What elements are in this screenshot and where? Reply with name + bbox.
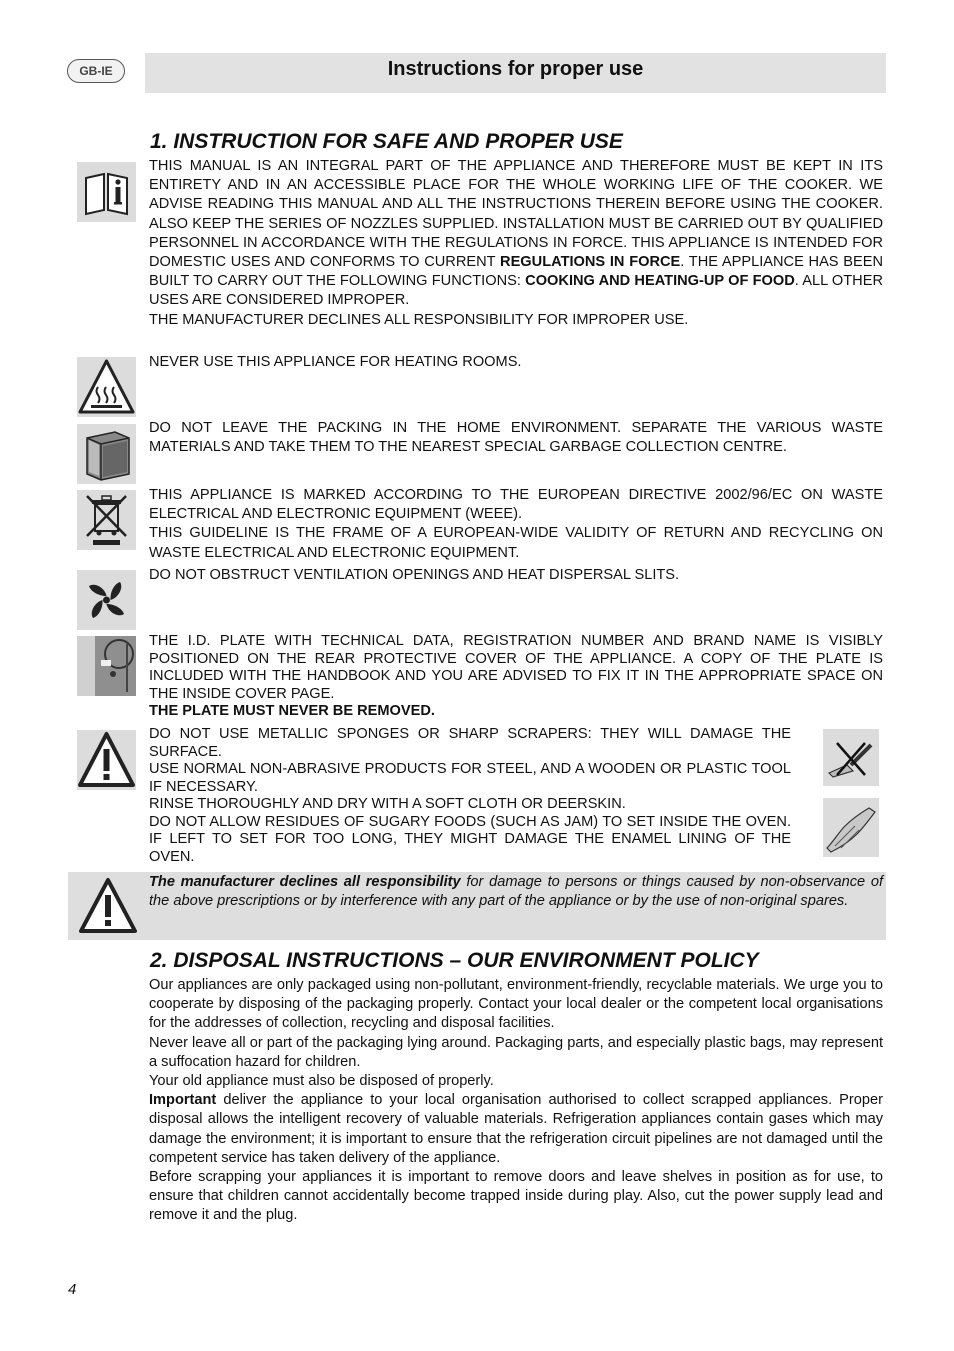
id-plate-icon <box>77 636 136 696</box>
weee-bin-icon <box>77 490 136 550</box>
packing-box-icon <box>77 424 136 484</box>
important-label: Important <box>149 1092 217 1109</box>
intro-bold-regulations: REGULATIONS IN FORCE <box>500 254 681 271</box>
disposal-paragraph-1: Our appliances are only packaged using non-pollutant, environment-friendly, recyclable materials. We urge you to cooperate by disposing of the packaging properly. Contact your local dealer or the competent local organisations for the addresses of collection, recycling and disposal facilities. <box>149 977 883 1032</box>
hot-surface-icon <box>77 357 136 417</box>
intro-text <box>149 157 883 330</box>
page-number: 4 <box>68 1281 77 1298</box>
heating-warning-text: NEVER USE THIS APPLIANCE FOR HEATING ROOMS. <box>149 354 522 370</box>
ventilation-warning-text: DO NOT OBSTRUCT VENTILATION OPENINGS AND HEAT DISPERSAL SLITS. <box>149 567 680 583</box>
intro-bold-functions: COOKING AND HEATING-UP OF FOOD <box>525 273 795 290</box>
id-plate-warning <box>149 703 883 721</box>
disposal-text <box>149 976 883 1226</box>
ventilation-fan-icon <box>77 570 136 630</box>
important-text: deliver the appliance to your local organisation authorised to collect scrapped appliances. Proper disposal allows the intelligent recovery of valuable materials. Refrigeration appliances contain gases which may damage the environment; it is important to ensure that the refrigeration circuit pipelines are not damaged until the competent service has taken delivery of the appliance. <box>149 1092 883 1166</box>
intro-text-part: . THE APPLIANCE HAS BEEN BUILT TO CARRY OUT THE FOLLOWING FUNCTIONS: <box>149 254 883 290</box>
id-plate-text <box>149 633 883 721</box>
disposal-paragraph-5: Before scrapping your appliances it is important to remove doors and leave shelves in position as for use, to ensure that children cannot accidentally become trapped inside during play. Also, cut the power supply lead and remove it and the plug. <box>149 1169 883 1224</box>
id-plate-warning-bold: THE PLATE MUST NEVER BE REMOVED. <box>149 703 435 719</box>
disposal-paragraph-2: Never leave all or part of the packaging lying around. Packaging parts, and especially plastic bags, may represent a suffocation hazard for children. <box>149 1034 883 1070</box>
notice-rest: for damage to persons or things caused by non-observance of the above prescriptions or by interference with any part of the appliance or by the use of non-original spares. <box>149 874 884 910</box>
warning-triangle-icon <box>77 876 139 936</box>
disposal-paragraph-4 <box>149 1091 883 1168</box>
weee-paragraph-2: THIS GUIDELINE IS THE FRAME OF A EUROPEAN-WIDE VALIDITY OF RETURN AND RECYCLING ON WASTE ELECTRICAL AND ELECTRONIC EQUIPMENT. <box>149 525 883 561</box>
intro-paragraph <box>149 157 883 311</box>
weee-paragraph-1: THIS APPLIANCE IS MARKED ACCORDING TO THE EUROPEAN DIRECTIVE 2002/96/EC ON WASTE ELECTRICAL AND ELECTRONIC EQUIPMENT (WEEE). <box>149 487 883 523</box>
region-badge-label: GB-IE <box>79 64 113 78</box>
disposal-paragraph-3: Your old appliance must also be disposed of properly. <box>149 1073 494 1090</box>
responsibility-line: THE MANUFACTURER DECLINES ALL RESPONSIBILITY FOR IMPROPER USE. <box>149 311 689 328</box>
wooden-tool-icon <box>823 798 879 857</box>
cleaning-paragraph-2: USE NORMAL NON-ABRASIVE PRODUCTS FOR STEEL, AND A WOODEN OR PLASTIC TOOL IF NECESSARY. <box>149 761 791 795</box>
region-badge <box>67 59 125 83</box>
section-2-title: 2. DISPOSAL INSTRUCTIONS – OUR ENVIRONMENT POLICY <box>150 949 759 972</box>
page-header-title: Instructions for proper use <box>387 58 644 80</box>
notice-bold: The manufacturer declines all responsibility <box>149 874 461 890</box>
cleaning-paragraph-3: RINSE THOROUGHLY AND DRY WITH A SOFT CLOTH OR DEERSKIN. <box>149 796 626 812</box>
manufacturer-notice <box>68 872 886 940</box>
cleaning-paragraph-4: DO NOT ALLOW RESIDUES OF SUGARY FOODS (SUCH AS JAM) TO SET INSIDE THE OVEN. IF LEFT TO SET FOR TOO LONG, THEY MIGHT DAMAGE THE ENAMEL LINING OF THE OVEN. <box>149 813 791 865</box>
no-scraper-icon <box>823 729 879 786</box>
section-1-title: 1. INSTRUCTION FOR SAFE AND PROPER USE <box>150 130 623 153</box>
intro-text-part: . ALL OTHER USES ARE CONSIDERED IMPROPER. <box>149 273 883 309</box>
packing-warning-text: DO NOT LEAVE THE PACKING IN THE HOME ENVIRONMENT. SEPARATE THE VARIOUS WASTE MATERIALS AND TAKE THEM TO THE NEAREST SPECIAL GARBAGE COLLECTION CENTRE. <box>149 420 883 456</box>
weee-text <box>149 486 883 563</box>
warning-triangle-icon <box>77 730 136 790</box>
page-header <box>145 53 886 93</box>
cleaning-paragraph-1: DO NOT USE METALLIC SPONGES OR SHARP SCRAPERS: THEY WILL DAMAGE THE SURFACE. <box>149 726 791 760</box>
notice-text <box>149 873 883 911</box>
intro-text-part: THIS MANUAL IS AN INTEGRAL PART OF THE APPLIANCE AND THEREFORE MUST BE KEPT IN ITS ENTIRETY AND IN AN ACCESSIBLE PLACE FOR THE WHOLE WORKING LIFE OF THE COOKER. WE ADVISE READING THIS MANUAL AND ALL THE INSTRUCTIONS THEREIN BEFORE USING THE COOKER. ALSO KEEP THE SERIES OF NOZZLES SUPPLIED. INSTALLATION MUST BE CARRIED OUT BY QUALIFIED PERSONNEL IN ACCORDANCE WITH THE REGULATIONS IN FORCE. THIS APPLIANCE IS INTENDED FOR DOMESTIC USES AND CONFORMS TO CURRENT <box>149 158 883 271</box>
manual-info-icon <box>77 162 136 222</box>
id-plate-paragraph: THE I.D. PLATE WITH TECHNICAL DATA, REGISTRATION NUMBER AND BRAND NAME IS VISIBLY POSITIONED ON THE REAR PROTECTIVE COVER OF THE APPLIANCE. A COPY OF THE PLATE IS INCLUDED WITH THE HANDBOOK AND YOU ARE ADVISED TO FIX IT IN THE APPROPRIATE SPACE ON THE INSIDE COVER PAGE. <box>149 633 883 702</box>
cleaning-text <box>149 726 791 866</box>
